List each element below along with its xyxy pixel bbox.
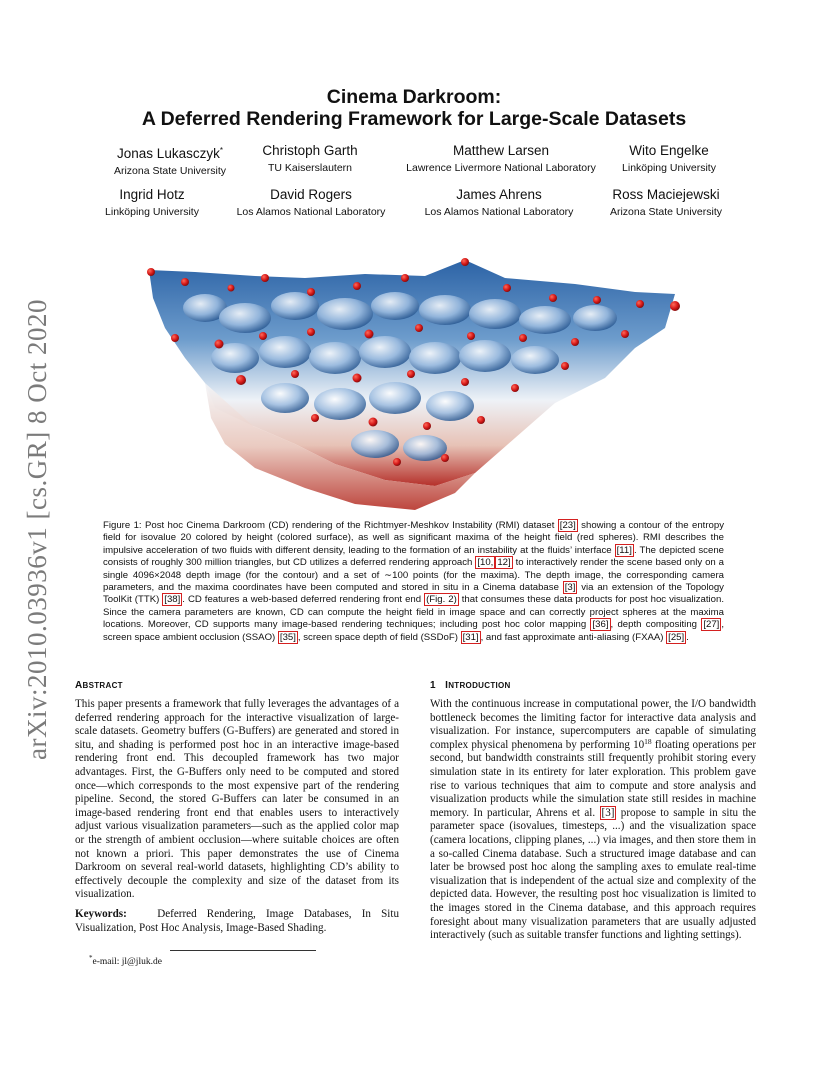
author-name: James Ahrens: [456, 187, 542, 202]
abstract-body: This paper presents a framework that fully leverages the advantages of a deferred rendering approach for the interactive visualization of large-scale datasets. Geometry buffers (G-Buffers) are generated and stored in situ, and shading is performed post hoc in an interactive image-based rendering front end. This decoupled framework has two major advantages. First, the G-Buffers only need to be computed and stored once—which corresponds to the most expensive part of the rendering pipeline. Second, the stored G-Buffers can later be consumed in an image-based rendering front end that enables users to interactively adjust various visualization parameters—such as the applied color map or the strength of ambient occlusion—where suitable choices are often not known a priori. This paper demonstrates the use of Cinema Darkroom on several real-world datasets, highlighting CD’s ability to effectively decouple the complexity and size of the dataset from its visualization.: [75, 698, 399, 901]
author-name: Matthew Larsen: [452, 143, 550, 158]
author-affiliation: Lawrence Livermore National Laboratory: [406, 162, 596, 174]
author-affiliation: Los Alamos National Laboratory: [424, 206, 574, 218]
paper-subtitle: A Deferred Rendering Framework for Large-Scale Datasets: [141, 108, 687, 130]
author-affiliation: Linköping University: [105, 206, 199, 218]
author-name: Ross Maciejewski: [612, 187, 720, 202]
author-block: [242, 142, 378, 176]
citation-link[interactable]: [35]: [279, 631, 296, 643]
author-affiliation: Arizona State University: [113, 165, 227, 177]
footnote-divider: [170, 950, 316, 951]
author-name: Ingrid Hotz: [119, 187, 185, 202]
citation-link[interactable]: [23]: [559, 520, 576, 531]
author-block: [92, 186, 212, 220]
author-block: [600, 186, 732, 220]
author-name: Jonas Lukasczyk*: [117, 146, 223, 161]
paper-title: Cinema Darkroom:: [326, 86, 502, 108]
author-block: [228, 186, 394, 220]
keywords: Keywords: Deferred Rendering, Image Databases, In Situ Visualization, Post Hoc Analysis, Image-Based Shading.: [75, 908, 399, 934]
citation-link[interactable]: 12]: [497, 557, 511, 569]
citation-link[interactable]: [27]: [703, 619, 720, 631]
citation-link[interactable]: [3]: [601, 806, 615, 819]
figure-link[interactable]: (Fig. 2): [426, 594, 457, 606]
author-affiliation: Linköping University: [622, 162, 716, 174]
author-affiliation: Arizona State University: [609, 206, 723, 218]
author-name: Wito Engelke: [629, 143, 709, 158]
introduction-heading: 1 INTRODUCTION: [430, 680, 511, 691]
author-name: David Rogers: [270, 187, 352, 202]
citation-link[interactable]: [38]: [164, 594, 181, 606]
citation-link[interactable]: [31]: [462, 631, 479, 643]
citation-link[interactable]: [11]: [616, 544, 632, 556]
author-affiliation: Los Alamos National Laboratory: [236, 206, 386, 218]
citation-link[interactable]: [25]: [668, 631, 685, 643]
rmi-contour-rendering: [135, 248, 695, 518]
figure-caption: Figure 1: Post hoc Cinema Darkroom (CD) rendering of the Richtmyer-Meshkov Instability (RMI) dataset [23] showing a contour of the entropy field for isovalue 20 colored by height (colored surface), as well as significant maxima of the height field (red spheres). RMI describes the impulsive acceleration of two fluids with different density, leading to the formation of an instability at the fluids’ interface [11] . The depicted scene consists of roughly 300 million triangles, but CD utilizes a deferred rendering approach [10, 12] to interactively render the scene based only on a single 4096×2048 depth image (for the contour) and a set of ∼100 points (for the maxima). The depth image, the corresponding camera parameters, and the maxima coordinates have been computed and stored in situ in a Cinema database [3] via an extension of the Topology ToolKit (TTK) [38] . CD features a web-based deferred rendering front end (Fig. 2) that consumes these data products for post hoc visualization. Since the camera parameters are known, CD can compute the height field in image space and can correctly project spheres at the maxima locations. Moreover, CD supports many image-based rendering techniques; including post hoc color mapping [36] , depth compositing [27] , screen space ambient occlusion (SSAO) [35] , screen space depth of field (SSDoF) [31] , and fast approximate anti-aliasing (FXAA) [25] .: [103, 520, 724, 643]
introduction-body: With the continuous increase in computational power, the I/O bandwidth bottleneck becomes the limiting factor for interactive data analysis and visualization. For instance, supercomputers are capable of simulating complex physical phenomena by performing $10^{18}$ floating operations per second, but bandwidth constraints still frequently prohibit storing every simulation state in its entirety for later exploration. This problem gave rise to various techniques that aim to compute and store analysis and visualization products while the simulation state still resides in machine memory. In particular, Ahrens et al. [3] propose to sample in situ the parameter space (isovalues, timesteps, ...) and the visualization space (camera locations, clipping planes, ...) via images, and then store them in a so-called Cinema database. Such a structured image database and can later be browsed post hoc along the sampling axes to emulate real-time visualization that is independent of the actual size and complexity of the depicted data. However, the resulting post hoc visualization is limited to the images stored in the Cinema database, and this approach requires foresight about many visualization parameters that are usually adjusted interactively (such as suitable transfer functions and lighting settings).: [430, 698, 757, 942]
author-affiliation: TU Kaiserslautern: [267, 162, 353, 174]
author-block: [604, 142, 734, 176]
arxiv-identifier: arXiv:2010.03936v1 [cs.GR] 8 Oct 2020: [21, 298, 52, 760]
citation-link[interactable]: [10,: [477, 557, 494, 569]
author-name: Christoph Garth: [262, 143, 358, 158]
author-block: [414, 186, 584, 220]
abstract-heading: ABSTRACT: [75, 680, 123, 691]
author-block: [388, 142, 614, 176]
citation-link[interactable]: [3]: [564, 582, 576, 594]
footnote: *e-mail: jl@jluk.de: [89, 954, 162, 967]
author-block: [100, 142, 240, 179]
citation-link[interactable]: [36]: [592, 619, 609, 631]
